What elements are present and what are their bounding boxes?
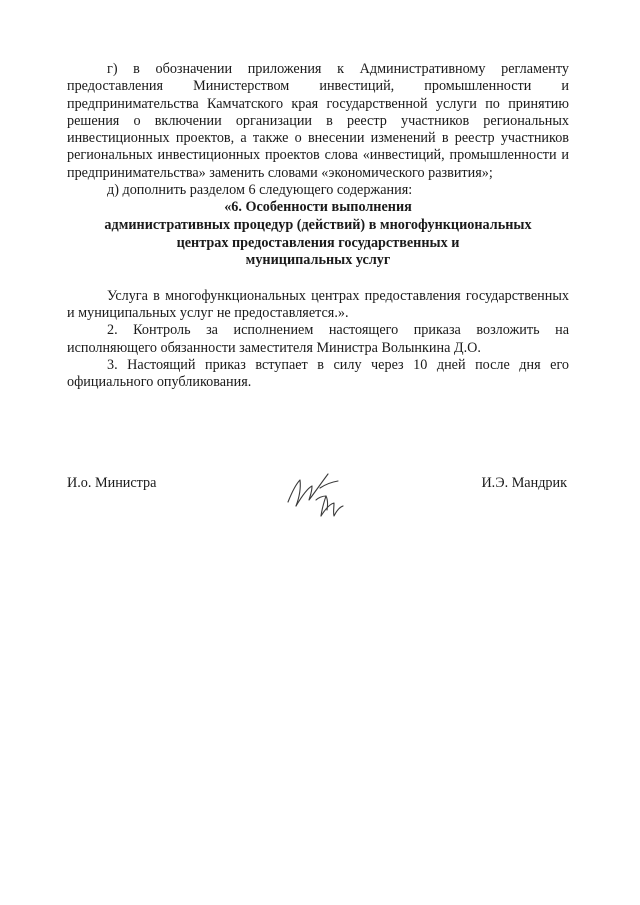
- paragraph-effective-date: 3. Настоящий приказ вступает в силу через 10 дней после дня его официального опубликования.: [67, 356, 569, 391]
- paragraph-item-g: г) в обозначении приложения к Административному регламенту предоставления Министерством инвестиций, промышленности и предпринимательства Камчатского края государственной услуги по принятию решения о включении организации в реестр участников региональных инвестиционных проектов, а также о внесении изменений в реестр участников региональных инвестиционных проектов слова «инвестиций, промышленности и предпринимательства» заменить словами «экономического развития»;: [67, 61, 569, 181]
- signatory-name: И.Э. Мандрик: [481, 475, 567, 491]
- section-6-heading: [67, 199, 569, 269]
- section-heading-line: «6. Особенности выполнения: [224, 199, 412, 216]
- section-heading-line: центрах предоставления государственных и: [176, 234, 460, 251]
- section-heading-line: муниципальных услуг: [245, 252, 391, 269]
- paragraph-item-d: д) дополнить разделом 6 следующего содержания:: [107, 182, 413, 199]
- paragraph-control-clause: 2. Контроль за исполнением настоящего приказа возложить на исполняющего обязанности заместителя Министра Волынкина Д.О.: [67, 322, 569, 356]
- paragraph-service-note: Услуга в многофункциональных центрах предоставления государственных и муниципальных услуг не предоставляется.».: [67, 287, 569, 322]
- section-heading-line: административных процедур (действий) в многофункциональных: [104, 216, 532, 233]
- spacer: [67, 270, 569, 288]
- document-body: [67, 61, 569, 392]
- signatory-position: И.о. Министра: [67, 475, 157, 491]
- handwritten-signature: [282, 466, 352, 528]
